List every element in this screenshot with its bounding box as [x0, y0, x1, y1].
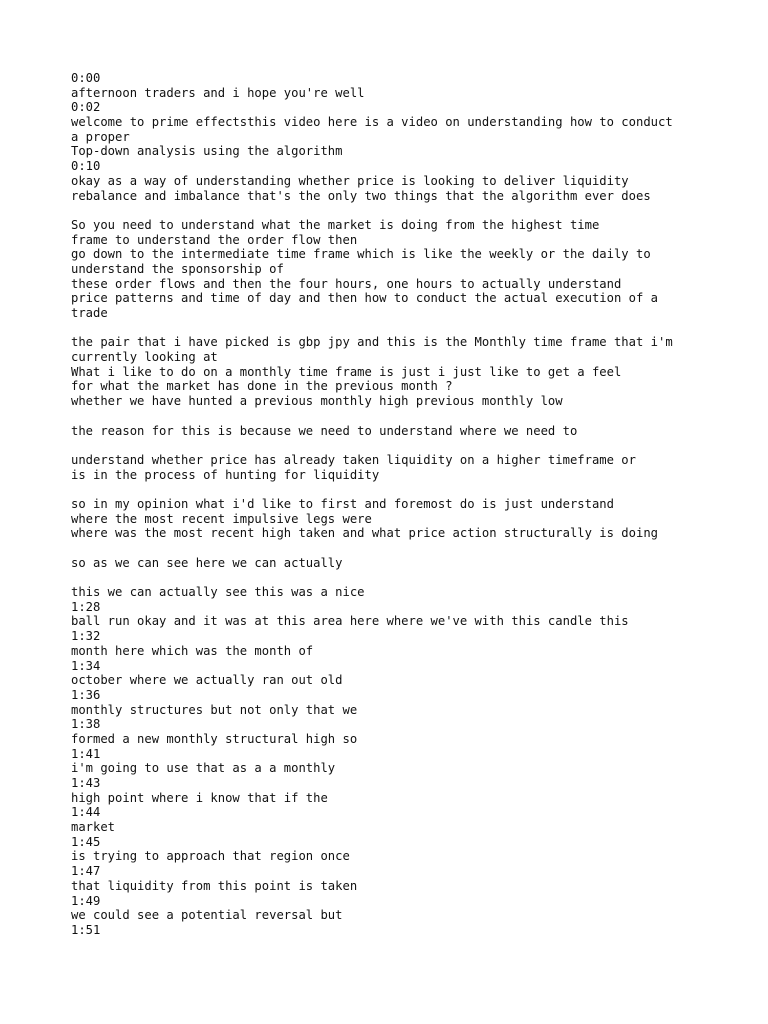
transcript-line: i'm going to use that as a a monthly — [71, 761, 336, 776]
timestamp: 1:34 — [71, 658, 101, 673]
timestamp: 1:41 — [71, 746, 101, 761]
transcript-line: ball run okay and it was at this area here where we've with this candle this — [71, 614, 629, 629]
transcript-line: formed a new monthly structural high so — [71, 731, 358, 746]
paragraph-gap — [71, 203, 711, 218]
paragraph-gap — [71, 409, 711, 424]
timestamp: 1:43 — [71, 776, 101, 790]
transcript-line: Top-down analysis using the algorithm — [71, 144, 343, 159]
transcript-line: trade — [71, 306, 108, 320]
transcript-line: is in the process of hunting for liquidity — [71, 467, 380, 482]
transcript-line: is trying to approach that region once — [71, 849, 350, 864]
transcript-line: currently looking at — [71, 350, 218, 365]
transcript-line: go down to the intermediate time frame which is like the weekly or the daily to — [71, 247, 651, 262]
paragraph-gap — [71, 482, 711, 497]
timestamp: 1:49 — [71, 893, 101, 908]
transcript-line: where the most recent impulsive legs were — [71, 511, 372, 526]
timestamp: 1:44 — [71, 805, 101, 820]
timestamp: 1:51 — [71, 922, 101, 937]
transcript-line: that liquidity from this point is taken — [71, 878, 358, 893]
transcript-line: this we can actually see this was a nice — [71, 585, 365, 600]
transcript-line: rebalance and imbalance that's the only two things that the algorithm ever does — [71, 188, 651, 203]
timestamp: 0:00 — [71, 71, 101, 85]
transcript-line: these order flows and then the four hours, one hours to actually understand — [71, 276, 622, 291]
transcript-line: understand the sponsorship of — [71, 261, 284, 276]
transcript-line: monthly structures but not only that we — [71, 702, 358, 717]
transcript-line: What i like to do on a monthly time frame is just i just like to get a feel — [71, 364, 622, 379]
transcript-line: afternoon traders and i hope you're well — [71, 85, 365, 100]
transcript-line: we could see a potential reversal but — [71, 908, 343, 923]
timestamp: 1:38 — [71, 717, 101, 732]
transcript-document — [71, 71, 711, 938]
timestamp: 0:02 — [71, 100, 101, 115]
transcript-line: price patterns and time of day and then how to conduct the actual execution of a — [71, 291, 658, 306]
transcript-line: the pair that i have picked is gbp jpy and this is the Monthly time frame that i'm — [71, 335, 673, 350]
transcript-line: month here which was the month of — [71, 643, 314, 658]
timestamp: 0:10 — [71, 159, 101, 174]
timestamp: 1:45 — [71, 834, 101, 849]
transcript-line: october where we actually ran out old — [71, 673, 343, 688]
transcript-line: where was the most recent high taken and what price action structurally is doing — [71, 526, 658, 541]
transcript-line: frame to understand the order flow then — [71, 232, 358, 247]
paragraph-gap — [71, 570, 711, 585]
transcript-line: a proper — [71, 129, 130, 144]
timestamp: 1:47 — [71, 864, 101, 879]
transcript-line: the reason for this is because we need to understand where we need to — [71, 423, 578, 438]
paragraph-gap — [71, 321, 711, 336]
transcript-line: welcome to prime effectsthis video here is a video on understanding how to conduct — [71, 115, 673, 130]
transcript-line: So you need to understand what the market is doing from the highest time — [71, 217, 600, 232]
paragraph-gap — [71, 541, 711, 556]
transcript-line: so as we can see here we can actually — [71, 555, 343, 570]
paragraph-gap — [71, 438, 711, 453]
transcript-line: understand whether price has already taken liquidity on a higher timeframe or — [71, 452, 636, 467]
transcript-line: so in my opinion what i'd like to first and foremost do is just understand — [71, 496, 614, 511]
transcript-line: whether we have hunted a previous monthly high previous monthly low — [71, 394, 563, 409]
transcript-line: high point where i know that if the — [71, 790, 328, 805]
timestamp: 1:36 — [71, 687, 101, 702]
transcript-line: for what the market has done in the previous month ? — [71, 379, 453, 394]
transcript-line: okay as a way of understanding whether price is looking to deliver liquidity — [71, 173, 629, 188]
timestamp: 1:32 — [71, 629, 101, 644]
transcript-line: market — [71, 820, 116, 835]
timestamp: 1:28 — [71, 599, 101, 614]
